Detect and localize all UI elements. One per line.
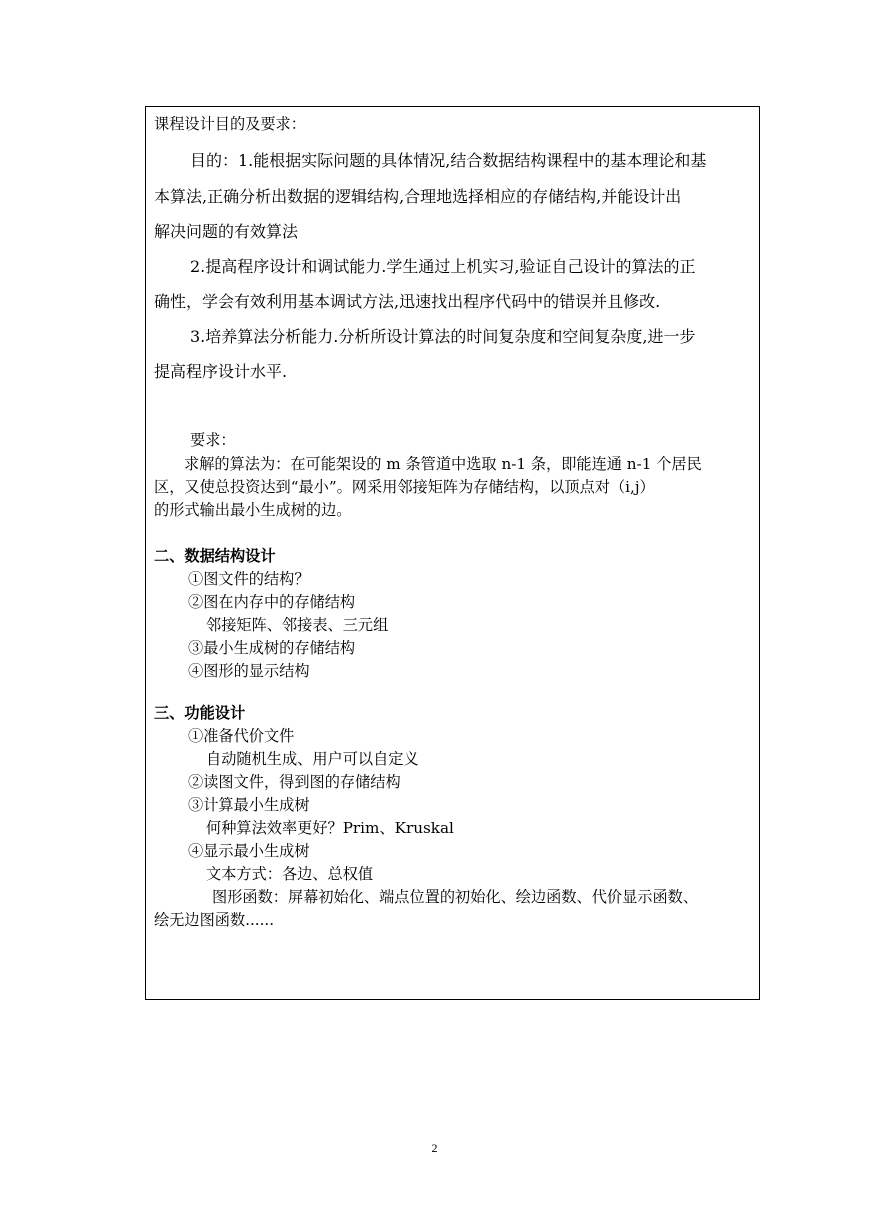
section-3-continuation: 绘无边图函数...... — [154, 911, 275, 929]
section-3-subitem: 何种算法效率更好？Prim、Kruskal — [206, 819, 454, 837]
section-3-item: ④显示最小生成树 — [188, 842, 310, 860]
box-title: 课程设计目的及要求： — [154, 115, 306, 133]
section-2-item: ②图在内存中的存储结构 — [188, 593, 356, 611]
course-design-box — [145, 106, 760, 1000]
section-3-subitem: 图形函数：屏幕初始化、端点位置的初始化、绘边函数、代价显示函数、 — [212, 888, 698, 906]
purpose-line-2: 本算法,正确分析出数据的逻辑结构,合理地选择相应的存储结构,并能设计出 — [154, 187, 682, 206]
purpose-line-1: 目的：1.能根据实际问题的具体情况,结合数据结构课程中的基本理论和基 — [190, 151, 707, 170]
purpose-item-3-line-2: 提高程序设计水平. — [154, 362, 288, 381]
section-3-heading: 三、功能设计 — [154, 704, 246, 722]
section-2-item: ①图文件的结构？ — [188, 570, 310, 588]
section-2-item: ③最小生成树的存储结构 — [188, 639, 356, 657]
purpose-line-3: 解决问题的有效算法 — [154, 222, 299, 241]
section-2-item: ④图形的显示结构 — [188, 662, 310, 680]
page-number: 2 — [431, 1141, 438, 1155]
section-3-item: ②读图文件，得到图的存储结构 — [188, 773, 401, 791]
requirements-line-2: 区，又使总投资达到“最小”。网采用邻接矩阵为存储结构，以顶点对（i,j） — [154, 478, 655, 496]
section-3-item: ①准备代价文件 — [188, 727, 295, 745]
section-3-subitem: 文本方式：各边、总权值 — [206, 865, 374, 883]
purpose-item-3-line-1: 3.培养算法分析能力.分析所设计算法的时间复杂度和空间复杂度,进一步 — [190, 327, 696, 346]
section-2-heading: 二、数据结构设计 — [154, 547, 276, 565]
purpose-item-2-line-2: 确性，学会有效利用基本调试方法,迅速找出程序代码中的错误并且修改. — [154, 292, 661, 311]
section-2-subitem: 邻接矩阵、邻接表、三元组 — [206, 616, 389, 634]
purpose-item-2-line-1: 2.提高程序设计和调试能力.学生通过上机实习,验证自己设计的算法的正 — [190, 257, 696, 276]
requirements-line-3: 的形式输出最小生成树的边。 — [154, 501, 352, 519]
section-3-subitem: 自动随机生成、用户可以自定义 — [206, 750, 419, 768]
requirements-heading: 要求： — [190, 431, 236, 449]
requirements-line-1: 求解的算法为：在可能架设的 m 条管道中选取 n-1 条，即能连通 n-1 个居民 — [184, 455, 702, 473]
section-3-item: ③计算最小生成树 — [188, 796, 310, 814]
